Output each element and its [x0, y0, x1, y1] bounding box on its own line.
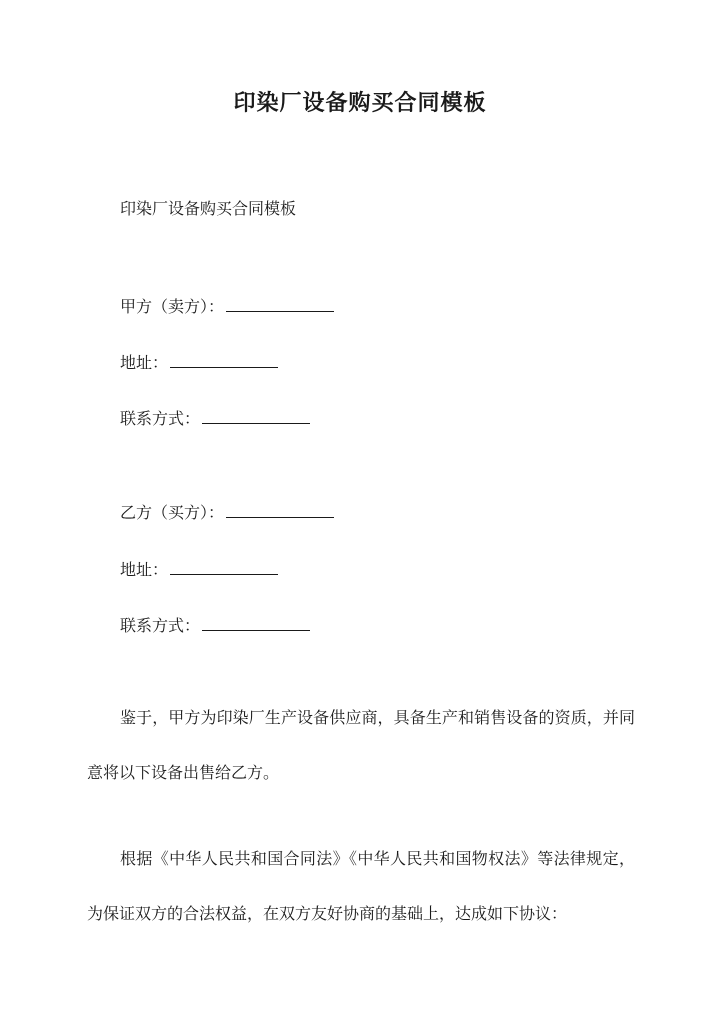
party-a-contact-blank [202, 422, 310, 424]
party-a-line [120, 294, 334, 317]
party-a-address-line [120, 350, 278, 373]
party-a-blank [226, 310, 334, 312]
party-a-contact-line [120, 406, 310, 429]
party-a-address-blank [170, 366, 278, 368]
party-b-address-line [120, 557, 278, 580]
party-b-contact-blank [202, 629, 310, 631]
party-b-label: 乙方（买方）： [120, 503, 225, 522]
party-b-address-label: 地址： [120, 560, 169, 579]
paragraph-legal-basis: 根据《中华人民共和国合同法》《中华人民共和国物权法》等法律规定，为保证双方的合法权益，在双方友好协商的基础上，达成如下协议： [87, 849, 635, 923]
party-a-address-label: 地址： [120, 353, 169, 372]
paragraph-whereas: 鉴于，甲方为印染厂生产设备供应商，具备生产和销售设备的资质，并同意将以下设备出售给乙方。 [87, 708, 635, 782]
party-b-line [120, 500, 334, 523]
document-title: 印染厂设备购买合同模板 [233, 90, 487, 116]
party-b-address-blank [170, 573, 278, 575]
party-a-label: 甲方（卖方）： [120, 297, 225, 316]
party-b-contact-label: 联系方式： [120, 616, 201, 635]
party-b-blank [226, 516, 334, 518]
party-b-contact-line [120, 613, 310, 636]
party-a-contact-label: 联系方式： [120, 409, 201, 428]
document-subtitle: 印染厂设备购买合同模板 [120, 199, 297, 218]
